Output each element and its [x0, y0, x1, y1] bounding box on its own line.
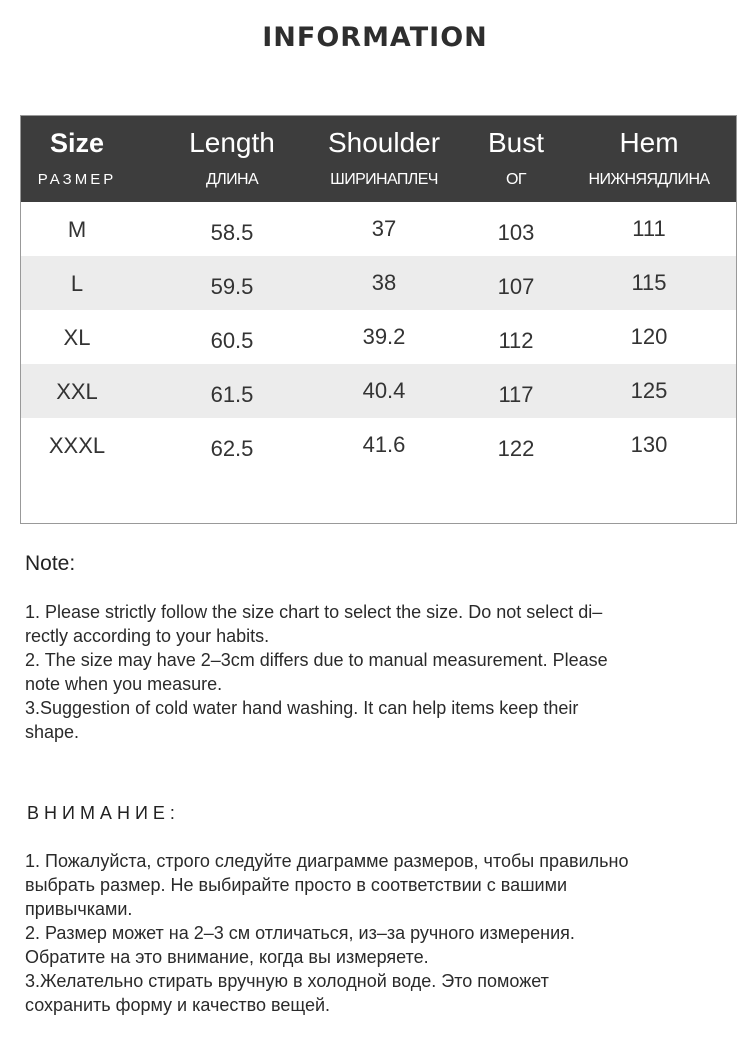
- note-line: 1. Please strictly follow the size chart to select the size. Do not select di–: [25, 602, 603, 622]
- header-hem: [573, 116, 725, 202]
- size-chart-table: [20, 115, 737, 524]
- cell-bust: 112: [498, 328, 534, 353]
- cell-shoulder: 37: [371, 216, 397, 241]
- header-hem-label: Hem: [619, 127, 679, 158]
- cell-hem: 130: [630, 432, 668, 457]
- header-shoulder-label-ru: ШИРИНАПЛЕЧ: [330, 171, 438, 188]
- note-line-ru: выбрать размер. Не выбирайте просто в соответствии с вашими: [25, 875, 568, 895]
- cell-length: 61.5: [210, 382, 254, 407]
- table-row: [21, 364, 736, 418]
- header-size: [21, 116, 133, 202]
- header-length-label: Length: [189, 127, 275, 158]
- header-hem-label-ru: НИЖНЯЯДЛИНА: [588, 171, 710, 188]
- cell-bust: 122: [497, 436, 535, 461]
- table-row: [21, 256, 736, 310]
- note-line-ru: Обратите на это внимание, когда вы измеряете.: [25, 947, 429, 967]
- note-line: note when you measure.: [25, 674, 223, 694]
- header-bust-label-ru: ОГ: [506, 171, 526, 188]
- table-row: [21, 310, 736, 364]
- header-bust: [461, 116, 571, 202]
- note-title-ru: ВНИМАНИЕ:: [27, 803, 180, 823]
- cell-size: M: [67, 217, 87, 242]
- note-line-ru: привычками.: [25, 899, 133, 919]
- note-line: shape.: [25, 722, 80, 742]
- note-line: 3.Suggestion of cold water hand washing. It can help items keep their: [25, 698, 579, 718]
- cell-hem: 120: [630, 324, 668, 349]
- note-line-ru: 3.Желательно стирать вручную в холодной воде. Это поможет: [25, 971, 549, 991]
- cell-length: 59.5: [210, 274, 254, 299]
- header-length-label-ru: ДЛИНА: [205, 171, 259, 188]
- note-line-ru: 1. Пожалуйста, строго следуйте диаграмме размеров, чтобы правильно: [25, 851, 629, 871]
- note-text-ru: [25, 849, 725, 1017]
- table-row: [21, 418, 736, 472]
- cell-length: 62.5: [210, 436, 254, 461]
- note-line-ru: сохранить форму и качество вещей.: [25, 995, 331, 1015]
- header-bust-label: Bust: [487, 127, 545, 158]
- cell-shoulder: 38: [371, 270, 397, 295]
- cell-hem: 115: [631, 270, 667, 295]
- header-shoulder-label: Shoulder: [327, 127, 441, 158]
- cell-shoulder: 40.4: [362, 378, 406, 403]
- cell-bust: 103: [497, 220, 535, 245]
- cell-shoulder: 41.6: [362, 432, 406, 457]
- cell-size: XXXL: [48, 433, 106, 458]
- page-title: INFORMATION: [262, 22, 488, 53]
- cell-size: XXL: [56, 379, 98, 404]
- cell-hem: 125: [630, 378, 668, 403]
- note-line-ru: 2. Размер может на 2–3 см отличаться, из–за ручного измерения.: [25, 923, 575, 943]
- cell-bust: 107: [497, 274, 535, 299]
- cell-size: XL: [63, 325, 91, 350]
- cell-bust: 117: [498, 382, 534, 407]
- header-size-label-ru: РАЗМЕР: [37, 171, 117, 188]
- note-title: Note:: [25, 552, 76, 575]
- cell-shoulder: 39.2: [362, 324, 406, 349]
- note-line: 2. The size may have 2–3cm differs due to manual measurement. Please: [25, 650, 608, 670]
- table-row: [21, 202, 736, 256]
- table-header: [21, 116, 736, 202]
- header-size-label: Size: [49, 128, 105, 158]
- cell-length: 60.5: [210, 328, 254, 353]
- header-length: [155, 116, 309, 202]
- note-text-en: [25, 600, 725, 744]
- cell-size: L: [70, 271, 84, 296]
- note-line: rectly according to your habits.: [25, 626, 270, 646]
- cell-hem: 111: [632, 216, 666, 241]
- cell-length: 58.5: [210, 220, 254, 245]
- header-shoulder: [311, 116, 457, 202]
